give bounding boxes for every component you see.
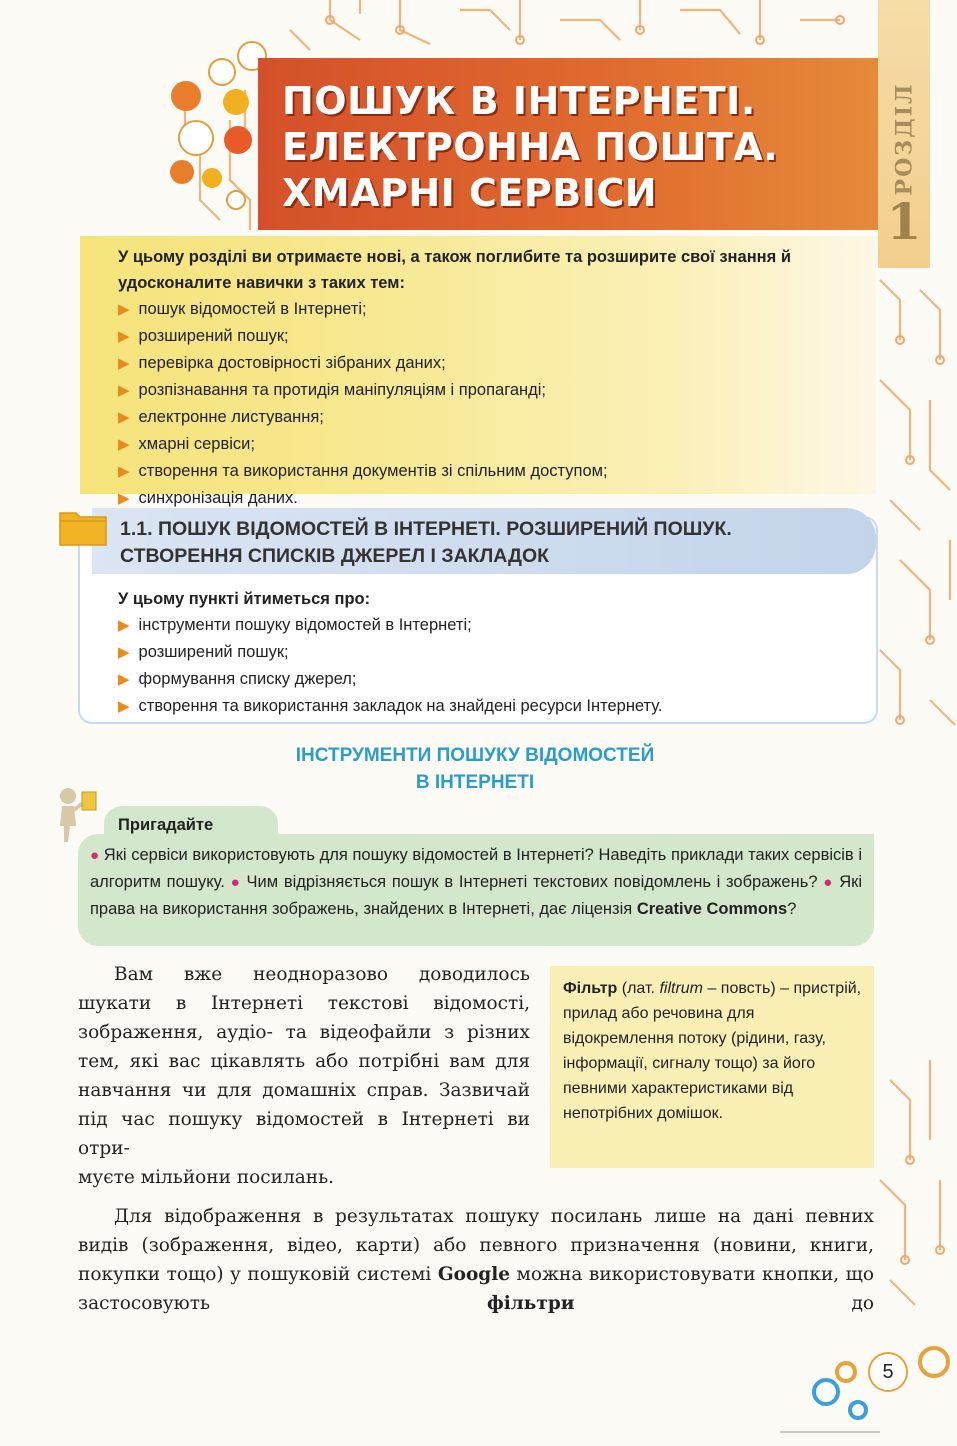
list-item: ▶ розпізнавання та протидія маніпуляціям і пропаганді; (118, 381, 547, 399)
definition-text: Фільтр (лат. filtrum – повсть) – пристрій, прилад або речовина для відокремлення потоку (рідини, газу, інформації, сигналу тощо) за його певними характеристиками від непотрібних домішок. (563, 980, 862, 1122)
list-item: ▶ пошук відомостей в Інтернеті; (118, 300, 367, 318)
list-item: ▶ розширений пошук; (118, 327, 289, 345)
triangle-bullet-icon: ▶ (118, 382, 130, 399)
triangle-bullet-icon: ▶ (118, 644, 130, 661)
triangle-bullet-icon: ▶ (118, 409, 130, 426)
page-number: 5 (868, 1352, 908, 1392)
dot-bullet-icon: ● (823, 874, 834, 891)
list-item: ▶ електронне листування; (118, 408, 324, 426)
recall-title: Пригадайте (118, 816, 214, 834)
section-content (118, 586, 868, 720)
triangle-bullet-icon: ▶ (118, 698, 130, 715)
thinking-figure-icon (48, 784, 104, 844)
list-item: ▶ інструменти пошуку відомостей в Інтернеті; (118, 616, 472, 634)
section-lead: У цьому пункті йтиметься про: (118, 590, 371, 608)
title-line: ЕЛЕКТРОННА ПОШТА. (282, 125, 779, 169)
dot-bullet-icon: ● (90, 847, 100, 864)
triangle-bullet-icon: ▶ (118, 436, 130, 453)
chapter-title (282, 78, 872, 216)
subsection-heading: ІНСТРУМЕНТИ ПОШУКУ ВІДОМОСТЕЙ В ІНТЕРНЕТІ (295, 745, 655, 793)
list-item: ▶ перевірка достовірності зібраних даних; (118, 354, 446, 372)
list-item: ▶ формування списку джерел; (118, 670, 357, 688)
triangle-bullet-icon: ▶ (118, 328, 130, 345)
triangle-bullet-icon: ▶ (118, 463, 130, 480)
section-title: 1.1. ПОШУК ВІДОМОСТЕЙ В ІНТЕРНЕТІ. РОЗШИРЕНИЙ ПОШУК. СТВОРЕННЯ СПИСКІВ ДЖЕРЕЛ І ЗАКЛАДОК (120, 518, 732, 567)
body-paragraph-1: Вам вже неодноразово доводилось шукати в Інтернеті текстові відомості, зображення, аудіо- та відеофайли з різних тем, які вас цікавлять або потрібні вам для навчання чи для домашніх справ. Зазвичай під час пошуку відомостей в Інтернеті ви отри- муєте мільйони посилань. (78, 964, 530, 1188)
folder-icon (58, 507, 108, 547)
triangle-bullet-icon: ▶ (118, 355, 130, 372)
triangle-bullet-icon: ▶ (118, 301, 130, 318)
triangle-bullet-icon: ▶ (118, 617, 130, 634)
list-item: ▶ створення та використання документів зі спільним доступом; (118, 462, 608, 480)
triangle-bullet-icon: ▶ (118, 671, 130, 688)
triangle-bullet-icon: ▶ (118, 490, 130, 507)
list-item: ▶ створення та використання закладок на знайдені ресурси Інтернету. (118, 697, 663, 715)
intro-heading: У цьому розділі ви отримаєте нові, а також поглибите та розширите свої знання й удосконалите навички з таких тем: (118, 248, 791, 292)
title-line: ХМАРНІ СЕРВІСИ (282, 171, 658, 215)
list-item: ▶ синхронізація даних. (118, 489, 298, 507)
chapter-label: РОЗДІЛ (891, 82, 918, 196)
chapter-number: 1 (886, 192, 922, 251)
intro-content (118, 244, 858, 512)
list-item: ▶ розширений пошук; (118, 643, 289, 661)
title-line: ПОШУК В ІНТЕРНЕТІ. (282, 79, 756, 123)
body-paragraph-2: Для відображення в результатах пошуку посилань лише на дані певних видів (зображення, відео, карти) або певного призначення (новини, книги, покупки тощо) у пошуковій системі Google можна використовувати кнопки, що застосовують фільтри до (78, 1206, 874, 1314)
list-item: ▶ хмарні сервіси; (118, 435, 255, 453)
recall-questions: ● Які сервіси використовують для пошуку відомостей в Інтернеті? Наведіть приклади таких сервісів і алгоритм пошуку. ● Чим відрізняється пошук в Інтернеті текстових повідомлень і зображень? ● Які права на використання зображень, знайдених в Інтернеті, дає ліцензія Creative Commons? (90, 846, 862, 918)
dot-bullet-icon: ● (230, 874, 241, 891)
